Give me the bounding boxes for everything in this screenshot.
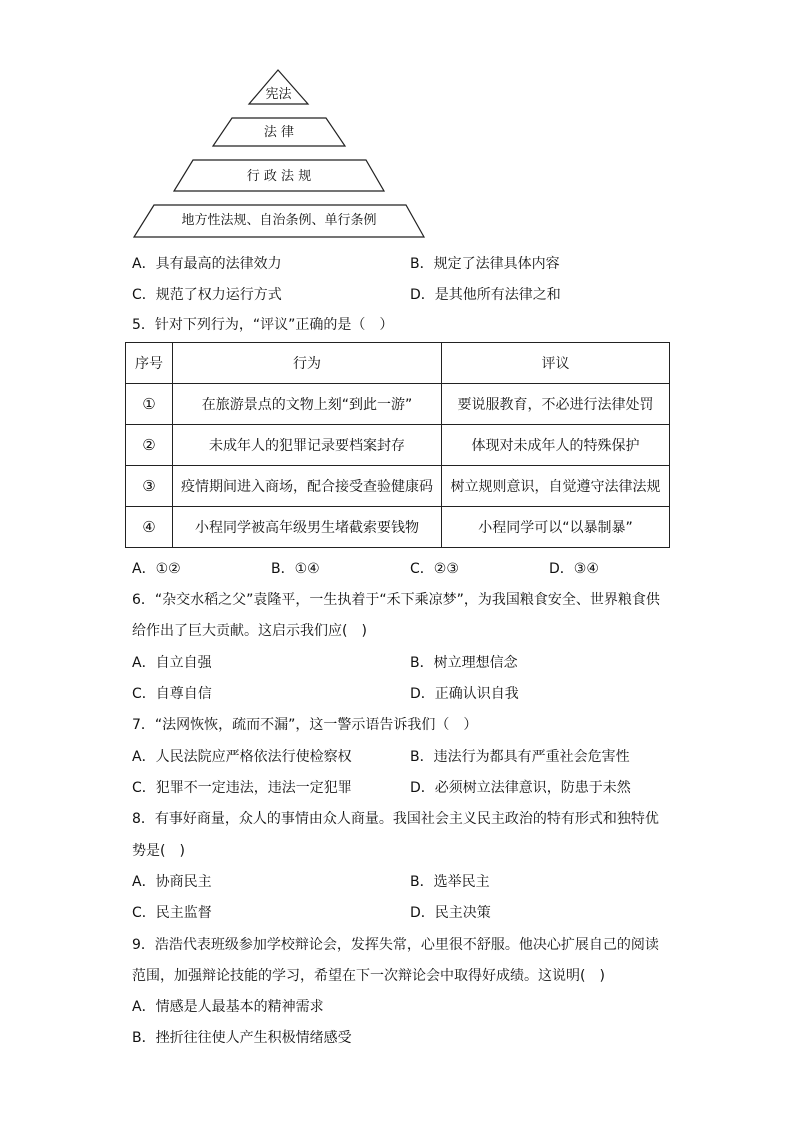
q7-option-c: C．犯罪不一定违法，违法一定犯罪 [132,780,352,796]
q4-option-c: C．规范了权力运行方式 [132,287,282,303]
q6-option-b: B．树立理想信念 [410,655,518,671]
table-cell-comment: 体现对未成年人的特殊保护 [442,425,670,466]
q5-option-d: D．③④ [549,561,599,577]
pyramid-label-constitution: 宪法 [265,87,292,102]
q8-option-a: A．协商民主 [132,874,212,890]
q6-option-c: C．自尊自信 [132,686,212,702]
table-cell-comment: 树立规则意识，自觉遵守法律法规 [442,466,670,507]
q4-option-b: B．规定了法律具体内容 [410,256,560,272]
q8-option-c: C．民主监督 [132,905,212,921]
q4-option-d: D．是其他所有法律之和 [410,287,561,303]
q9-option-b: B．挫折往往使人产生积极情绪感受 [132,1030,352,1046]
q6-option-d: D．正确认识自我 [410,686,519,702]
q7-option-d: D．必须树立法律意识，防患于未然 [410,780,631,796]
table-cell-index: ① [126,384,173,425]
table-header-comment: 评议 [442,343,670,384]
q6-stem-line2: 给作出了巨大贡献。这启示我们应( ) [132,623,367,639]
q6-stem-line1: 6．“杂交水稻之父”袁隆平，一生执着于“禾下乘凉梦”，为我国粮食安全、世界粮食供 [132,592,660,608]
table-cell-behavior: 在旅游景点的文物上刻“到此一游” [173,384,442,425]
table-header-row [126,343,670,384]
table-cell-behavior: 疫情期间进入商场，配合接受查验健康码 [173,466,442,507]
q7-option-a: A．人民法院应严格依法行使检察权 [132,749,352,765]
q5-option-c: C．②③ [410,561,459,577]
q8-stem-line1: 8．有事好商量，众人的事情由众人商量。我国社会主义民主政治的特有形式和独特优 [132,811,659,827]
pyramid-label-admin-regulations: 行 政 法 规 [246,169,312,184]
q9-stem-line2: 范围，加强辩论技能的学习，希望在下一次辩论会中取得好成绩。这说明( ) [132,968,605,984]
q5-table [125,342,670,548]
table-row [126,425,670,466]
q8-stem-line2: 势是( ) [132,843,185,859]
table-header-index: 序号 [126,343,173,384]
table-header-behavior: 行为 [173,343,442,384]
table-row [126,507,670,548]
table-cell-index: ③ [126,466,173,507]
q5-option-b: B．①④ [271,561,320,577]
table-cell-behavior: 未成年人的犯罪记录要档案封存 [173,425,442,466]
q8-option-b: B．选举民主 [410,874,490,890]
q9-option-a: A．情感是人最基本的精神需求 [132,999,324,1015]
table-cell-index: ② [126,425,173,466]
pyramid-label-law: 法 律 [263,125,295,140]
table-cell-comment: 要说服教育，不必进行法律处罚 [442,384,670,425]
table-cell-comment: 小程同学可以“以暴制暴” [442,507,670,548]
table-cell-behavior: 小程同学被高年级男生堵截索要钱物 [173,507,442,548]
q4-option-a: A．具有最高的法律效力 [132,256,282,272]
table-row [126,466,670,507]
q7-stem: 7．“法网恢恢，疏而不漏”，这一警示语告诉我们（ ） [132,717,478,733]
pyramid-label-local-regulations: 地方性法规、自治条例、单行条例 [181,213,377,228]
q9-stem-line1: 9．浩浩代表班级参加学校辩论会，发挥失常，心里很不舒服。他决心扩展自己的阅读 [132,937,659,953]
table-cell-index: ④ [126,507,173,548]
legal-hierarchy-pyramid [0,0,794,245]
q7-option-b: B．违法行为都具有严重社会危害性 [410,749,630,765]
q5-stem: 5．针对下列行为，“评议”正确的是（ ） [132,317,394,333]
q6-option-a: A．自立自强 [132,655,212,671]
table-row [126,384,670,425]
q5-option-a: A．①② [132,561,181,577]
q8-option-d: D．民主决策 [410,905,491,921]
